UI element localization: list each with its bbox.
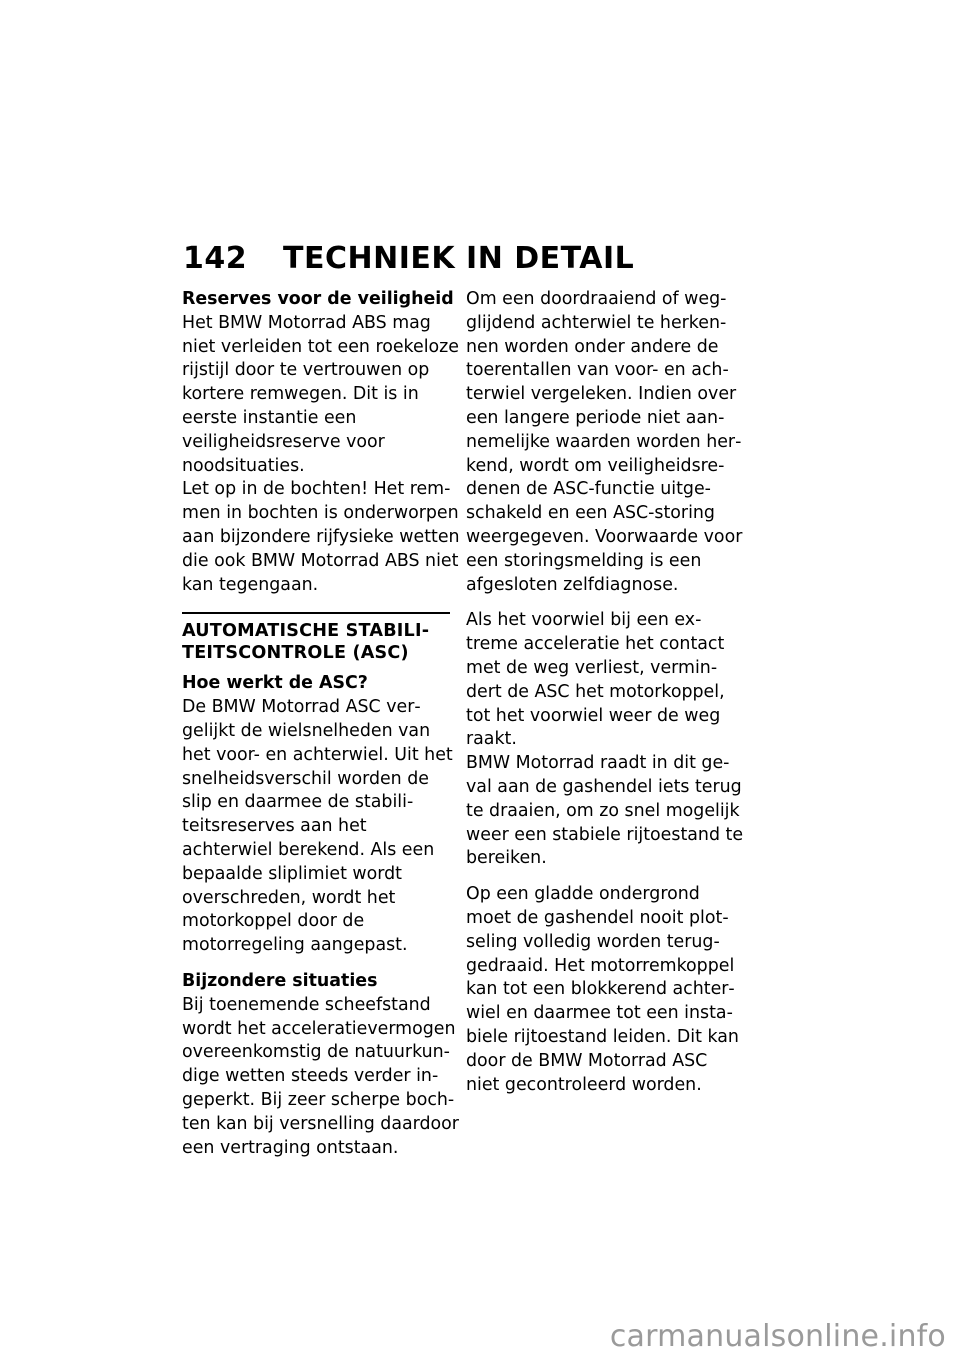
- section-divider: [182, 612, 450, 614]
- reserves-paragraph-2: Let op in de bochten! Het remmen in bochten is onderworpen aan bijzondere rijfysieke wetten die ook BMW Motorrad ABS niet kan tegengaan.: [182, 479, 460, 595]
- right-paragraph-4: Op een gladde ondergrond moet de gashendel nooit plotseling volledig worden teruggedraaid. Het motorremkoppel kan tot een blokkerend achterwiel en daarmee tot een instabiele rijtoestand leiden. Dit kan door de BMW Motorrad ASC niet gecontroleerd worden.: [466, 884, 739, 1095]
- special-situations-paragraph: Bij toenemende scheefstand wordt het acceleratievermogen overeenkomstig de natuurkundige wetten steeds verder ingeperkt. Bij zeer scherpe bochten kan bij versnelling daardoor een vertraging ontstaan.: [182, 994, 459, 1158]
- right-paragraph-2: Als het voorwiel bij een extreme acceleratie het contact met de weg verliest, vermindert de ASC het motorkoppel, tot het voorwiel weer de weg raakt.: [466, 610, 725, 750]
- special-situations-heading: Bijzondere situaties: [182, 970, 378, 991]
- left-column: [182, 288, 460, 1160]
- page-title: TECHNIEK IN DETAIL: [283, 240, 635, 276]
- right-paragraph-1: Om een doordraaiend of wegglijdend achterwiel te herkennen worden onder andere de toerentallen van voor- en achterwiel vergeleken. Indien over een langere periode niet aannemelijke waarden worden herkend, wordt om veiligheidsredenen de ASC-functie uitgeschakeld en een ASC-storing weergegeven. Voorwaarde voor een storingsmelding is een afgesloten zelfdiagnose.: [466, 289, 743, 595]
- how-asc-heading: Hoe werkt de ASC?: [182, 673, 368, 694]
- page-header: [183, 238, 743, 278]
- section-title-asc: AUTOMATISCHE STABILITEITSCONTROLE (ASC): [182, 621, 430, 664]
- page-number: 142: [183, 240, 248, 276]
- watermark: carmanualsonline.info: [609, 1319, 946, 1354]
- how-asc-paragraph: De BMW Motorrad ASC vergelijkt de wielsnelheden van het voor- en achterwiel. Uit het snelheidsverschil worden de slip en daarmee de stabiliteitsreserves aan het achterwiel berekend. Als een bepaalde sliplimiet wordt overschreden, wordt het motorkoppel door de motorregeling aangepast.: [182, 697, 453, 956]
- right-paragraph-3: BMW Motorrad raadt in dit geval aan de gashendel iets terug te draaien, om zo snel mogelijk weer een stabiele rijtoestand te bereiken.: [466, 753, 744, 869]
- reserves-paragraph-1: Het BMW Motorrad ABS mag niet verleiden tot een roekeloze rijstijl door te vertrouwen op kortere remwegen. Dit is in eerste instantie een veiligheidsreserve voor noodsituaties.: [182, 312, 460, 476]
- reserves-heading: Reserves voor de veiligheid: [182, 289, 454, 309]
- right-column: [466, 288, 744, 1097]
